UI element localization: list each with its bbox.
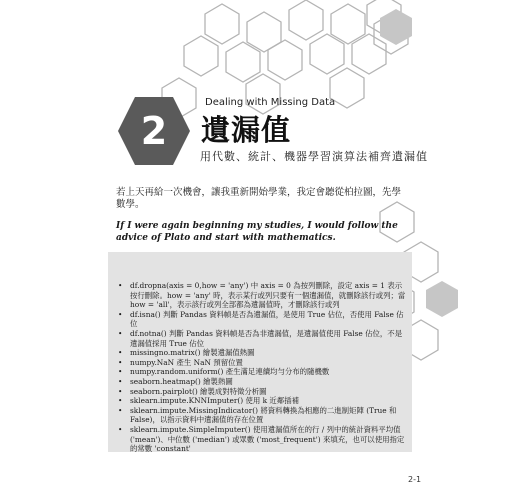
bullet-icon: • [118,386,123,396]
bullet-icon: • [118,357,123,367]
list-item [116,387,406,397]
chapter-number: 2 [140,109,168,153]
bullet-icon: • [118,396,123,406]
hexagon-outline [331,4,365,44]
hexagon-outline [226,42,260,82]
chapter-title-english: Dealing with Missing Data [205,97,336,108]
list-item [116,348,406,358]
bullet-icon: • [118,281,123,290]
page-number: 2-1 [408,475,422,484]
list-item-text: seaborn.heatmap() 繪製熱圖 [130,376,233,386]
list-item-text: df.dropna(axis = 0,how = 'any') 中 axis = 0 為按列刪除，設定 axis = 1 表示按行刪除。how = 'any' 時，表示某行或列只要有一個遺漏值，就刪除該行或列；當 how = 'all'，表示該行或列全部都為遺漏值時，才刪除該行或列 [130,281,406,310]
list-item [116,281,406,310]
quote-english: If I were again beginning my studies, I would follow the advice of Plato and start with mathematics. [116,221,398,243]
hexagon-filled [380,9,412,45]
list-item [116,329,406,348]
list-item-text: sklearn.impute.SimpleImputer() 使用遺漏值所在的行 / 列中的統計資料平均值 ('mean')、中位數 ('median') 或眾數 ('most_frequent') 來填充，也可以使用指定的常數 'constant' [130,424,405,454]
bullet-icon: • [118,405,123,415]
list-item-text: sklearn.impute.MissingIndicator() 將資料轉換為相應的二進制矩陣 (True 和 False)，以指示資料中遺漏值的存在位置 [130,405,397,425]
list-item-text: numpy.NaN 產生 NaN 預留位置 [130,357,243,367]
bullet-icon: • [118,367,123,377]
list-item [116,396,406,406]
bullet-icon: • [118,328,123,338]
chapter-subtitle: 用代數、統計、機器學習演算法補齊遺漏值 [200,150,428,163]
hexagon-outline [184,36,218,76]
list-item-text: seaborn.pairplot() 繪製成對特徵分析圖 [130,386,267,396]
hexagon-filled [426,281,458,317]
quote-chinese: 若上天再給一次機會，讓我重新開始學業，我定會聽從柏拉圖，先學數學。 [116,187,402,210]
list-item [116,425,406,454]
list-item-text: numpy.random.uniform() 產生滿足連續均勻分布的隨機數 [130,367,330,377]
list-item-text: missingno.matrix() 繪製遺漏值熱圖 [130,348,255,358]
hexagon-outline [310,34,344,74]
list-item [116,367,406,377]
list-item [116,358,406,368]
bullet-icon: • [118,309,123,319]
list-item-text: sklearn.impute.KNNImputer() 使用 k 近鄰插補 [130,396,300,406]
list-item-text: df.notna() 判斷 Pandas 資料幀是否為非遺漏值，是遺漏值使用 False 佔位，不是遺漏值採用 True 佔位 [130,328,403,348]
hexagon-outline [289,0,323,40]
list-item [116,310,406,329]
list-item [116,406,406,425]
list-item [116,377,406,387]
hexagon-outline [352,34,386,74]
bullet-icon: • [118,348,123,358]
function-list [116,281,406,454]
chapter-title: 遺漏值 [201,113,292,147]
bullet-icon: • [118,424,123,434]
hexagon-outline [205,4,239,44]
list-item-text: df.isna() 判斷 Pandas 資料幀是否為遺漏值，是使用 True 佔位，否使用 False 佔位 [130,309,404,329]
bullet-icon: • [118,376,123,386]
